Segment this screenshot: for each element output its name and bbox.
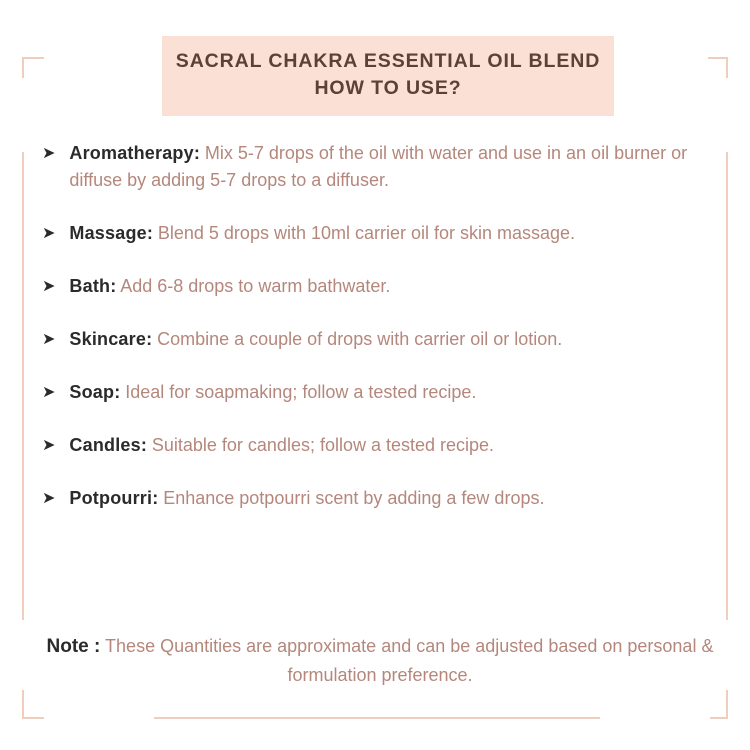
list-item-label: Bath bbox=[69, 276, 111, 296]
list-item-text bbox=[69, 485, 544, 512]
note-text: These Quantities are approximate and can be adjusted based on personal & formulation preference. bbox=[105, 636, 714, 685]
frame-gap-top-right bbox=[612, 49, 708, 69]
list-item-label: Massage bbox=[69, 223, 147, 243]
list-item bbox=[42, 485, 722, 512]
list-item bbox=[42, 140, 722, 194]
note-block bbox=[42, 632, 718, 690]
arrow-bullet-icon: ➤ bbox=[42, 490, 56, 507]
arrow-bullet-icon: ➤ bbox=[42, 145, 56, 162]
note-label: Note : bbox=[46, 636, 101, 657]
page-title-line-1: SACRAL CHAKRA ESSENTIAL OIL BLEND bbox=[175, 50, 601, 72]
list-item-text bbox=[69, 379, 476, 406]
frame-gap-bottom-left bbox=[44, 708, 154, 730]
list-item-separator: : bbox=[146, 329, 153, 349]
list-item-description: Add 6-8 drops to warm bathwater. bbox=[120, 276, 391, 296]
list-item-label: Potpourri bbox=[69, 488, 153, 508]
list-item-separator: : bbox=[114, 382, 121, 402]
list-item-label: Candles bbox=[69, 435, 141, 455]
list-item-description: Blend 5 drops with 10ml carrier oil for skin massage. bbox=[157, 223, 576, 243]
list-item-text bbox=[69, 140, 722, 194]
list-item-text bbox=[69, 220, 575, 247]
arrow-bullet-icon: ➤ bbox=[42, 384, 56, 401]
page-title-line-2: HOW TO USE? bbox=[314, 77, 462, 99]
list-item-label: Soap bbox=[69, 382, 115, 402]
usage-list bbox=[42, 140, 722, 512]
list-item-separator: : bbox=[193, 143, 200, 163]
frame-gap-left-bottom bbox=[14, 620, 34, 690]
frame-gap-left-top bbox=[14, 78, 34, 152]
list-item-description: Combine a couple of drops with carrier oil or lotion. bbox=[157, 329, 563, 349]
list-item-description: Ideal for soapmaking; follow a tested recipe. bbox=[125, 382, 477, 402]
list-item-description: Mix 5-7 drops of the oil with water and use in an oil burner or diffuse by adding 5-7 drops to a diffuser. bbox=[69, 143, 688, 190]
list-item bbox=[42, 432, 722, 459]
arrow-bullet-icon: ➤ bbox=[42, 278, 56, 295]
arrow-bullet-icon: ➤ bbox=[42, 331, 56, 348]
list-item-separator: : bbox=[140, 435, 147, 455]
list-item-description: Suitable for candles; follow a tested recipe. bbox=[151, 435, 495, 455]
list-item-description: Enhance potpourri scent by adding a few drops. bbox=[163, 488, 545, 508]
list-item-separator: : bbox=[146, 223, 153, 243]
frame-gap-bottom-right bbox=[600, 708, 710, 730]
list-item bbox=[42, 220, 722, 247]
list-item-separator: : bbox=[110, 276, 117, 296]
frame-gap-right-bottom bbox=[716, 620, 736, 690]
arrow-bullet-icon: ➤ bbox=[42, 437, 56, 454]
list-item-label: Aromatherapy bbox=[69, 143, 194, 163]
list-item bbox=[42, 273, 722, 300]
frame-gap-top-left bbox=[44, 49, 164, 69]
list-item-separator: : bbox=[152, 488, 159, 508]
list-item-label: Skincare bbox=[69, 329, 147, 349]
arrow-bullet-icon: ➤ bbox=[42, 225, 56, 242]
list-item bbox=[42, 326, 722, 353]
list-item-text bbox=[69, 432, 494, 459]
list-item bbox=[42, 379, 722, 406]
list-item-text bbox=[69, 273, 390, 300]
list-item-text bbox=[69, 326, 562, 353]
title-banner bbox=[162, 36, 614, 116]
